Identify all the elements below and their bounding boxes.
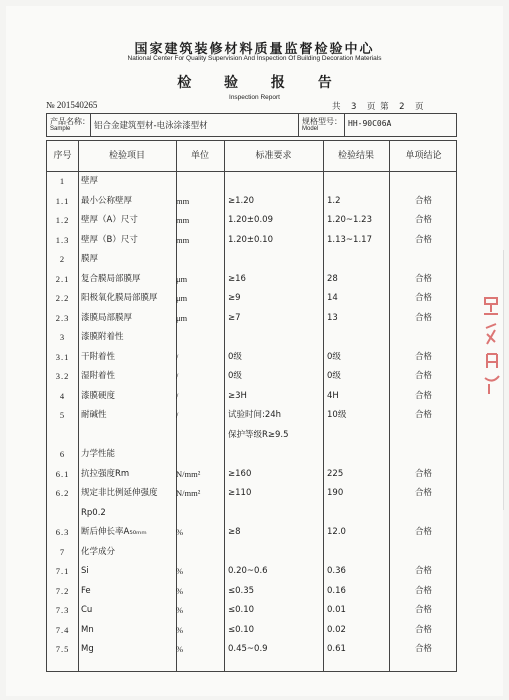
row-item: 规定非比例延伸强度 (81, 488, 158, 498)
col-header-no: 序号 (53, 151, 72, 161)
row-unit: mm (176, 234, 190, 245)
row-result (327, 328, 389, 348)
row-number: 7.2 (55, 585, 70, 596)
row-result: 225 (327, 468, 344, 479)
row-unit (176, 328, 224, 348)
org-name-en: National Center For Quality Supervision And Inspection Of Building Decoration Materials (127, 55, 382, 62)
row-number: 4 (59, 390, 66, 401)
row-conclusion (389, 172, 458, 192)
row-unit: % (176, 527, 184, 537)
row-unit: N/mm² (176, 488, 201, 498)
row-result: 190 (327, 488, 344, 498)
row-standard: 保护等级R≥9.5 (228, 429, 289, 440)
row-conclusion: 合格 (414, 527, 432, 537)
row-item: 漆膜附着性 (81, 332, 124, 342)
row-conclusion: 合格 (414, 410, 432, 420)
row-standard: ≥7 (228, 312, 241, 323)
row-number: 2.2 (55, 293, 70, 303)
row-standard (228, 504, 323, 524)
table-row (47, 289, 456, 309)
table-row (47, 348, 456, 368)
row-item: 壁厚 (81, 176, 99, 186)
row-conclusion: 合格 (414, 585, 432, 596)
row-conclusion: 合格 (414, 566, 432, 576)
row-item: 断后伸长率A₅₀ₘₘ (81, 527, 147, 537)
row-standard (228, 172, 323, 192)
row-number: 1.1 (55, 195, 70, 206)
row-standard: ≥110 (228, 488, 252, 498)
row-conclusion: 合格 (414, 371, 432, 381)
table-row (47, 621, 456, 641)
row-number: 1.3 (55, 234, 70, 245)
table-row (47, 367, 456, 387)
row-standard: 0级 (228, 351, 242, 362)
row-item: Cu (81, 605, 93, 615)
row-standard: ≥9 (228, 293, 241, 303)
table-row (47, 211, 456, 231)
row-result: 14 (327, 293, 338, 303)
row-standard: ≥160 (228, 468, 252, 479)
row-number: 3 (59, 332, 66, 342)
report-number: № 201540265 (46, 100, 98, 110)
row-number: 6.3 (55, 527, 70, 537)
row-item: 阳极氧化膜局部膜厚 (81, 293, 158, 303)
row-conclusion (389, 426, 458, 446)
row-standard: ≤0.35 (228, 585, 255, 596)
row-conclusion: 合格 (414, 273, 432, 284)
sample-value-cell (91, 114, 299, 136)
row-result (327, 445, 389, 465)
table-row (47, 562, 456, 582)
row-number: 7.5 (55, 644, 70, 654)
row-result (327, 543, 389, 563)
table-row (47, 640, 456, 660)
row-conclusion: 合格 (414, 390, 432, 401)
row-item: 复合膜局部膜厚 (81, 273, 141, 284)
page-edge (500, 250, 504, 510)
row-number: 7 (59, 546, 66, 557)
row-number (47, 426, 78, 446)
row-number: 2.1 (55, 273, 70, 284)
row-number: 3.2 (55, 371, 70, 381)
row-number: 1 (59, 176, 66, 186)
row-unit: μm (176, 293, 188, 303)
row-result (327, 172, 389, 192)
row-standard: 1.20±0.10 (228, 234, 273, 245)
table-row (47, 192, 456, 212)
row-standard: 试验时间:24h (228, 410, 282, 420)
model-label-en: Model (302, 126, 319, 132)
row-item: 壁厚（A）尺寸 (81, 215, 138, 225)
row-number: 3.1 (55, 351, 70, 362)
row-standard: 1.20±0.09 (228, 215, 273, 225)
sample-label-cn: 产品名称： (50, 117, 90, 126)
row-number: 6.1 (55, 468, 70, 479)
table-row (47, 523, 456, 543)
row-unit (176, 543, 224, 563)
col-header-conclusion: 单项结论 (405, 151, 442, 161)
row-conclusion (389, 504, 458, 524)
row-item: 膜厚 (81, 254, 99, 264)
row-unit (176, 250, 224, 270)
table-row (47, 387, 456, 407)
row-conclusion: 合格 (414, 468, 432, 479)
row-standard (228, 445, 323, 465)
row-number: 6 (59, 449, 66, 459)
page-suffix: 页 (415, 102, 425, 112)
row-item: Fe (81, 585, 91, 596)
col-header-result: 检验结果 (337, 151, 374, 161)
row-item: Rp0.2 (81, 507, 106, 518)
table-row (47, 582, 456, 602)
row-result: 4H (327, 390, 339, 401)
table-row (47, 406, 456, 426)
row-standard (228, 543, 323, 563)
sample-label-cell (47, 114, 91, 136)
row-standard (228, 328, 323, 348)
row-conclusion: 合格 (414, 624, 432, 635)
row-conclusion (389, 328, 458, 348)
col-header-item: 检验项目 (108, 151, 145, 161)
table-row (47, 328, 456, 348)
row-conclusion: 合格 (414, 351, 432, 362)
row-result: 10级 (327, 410, 347, 420)
row-unit: mm (176, 215, 190, 225)
row-unit (176, 172, 224, 192)
row-result (327, 250, 389, 270)
row-item: 最小公称壁厚 (81, 195, 133, 206)
row-result: 0.61 (327, 644, 346, 654)
row-conclusion: 合格 (414, 234, 432, 245)
row-standard: 0.45~0.9 (228, 644, 268, 654)
table-row (47, 426, 456, 446)
row-unit: N/mm² (176, 468, 201, 479)
row-number: 6.2 (55, 488, 70, 498)
row-result: 1.2 (327, 195, 341, 206)
row-number: 2.3 (55, 312, 70, 323)
row-result: 1.13~1.17 (327, 234, 372, 245)
row-result: 0级 (327, 351, 341, 362)
row-conclusion: 合格 (414, 312, 432, 323)
inspection-table (46, 140, 457, 672)
row-unit: % (176, 624, 184, 635)
row-item: Si (81, 566, 89, 576)
row-conclusion: 合格 (414, 488, 432, 498)
row-conclusion (389, 250, 458, 270)
row-conclusion (389, 445, 458, 465)
row-number: 7.3 (55, 605, 70, 615)
row-result: 13 (327, 312, 338, 323)
table-row (47, 445, 456, 465)
table-row (47, 172, 456, 192)
model-value: HH-90C06A (348, 119, 392, 128)
row-unit (176, 426, 224, 446)
row-result: 0.36 (327, 566, 346, 576)
table-row (47, 484, 456, 504)
sample-name: 铝合金建筑型材-电泳涂漆型材 (94, 121, 208, 131)
row-unit: / (176, 371, 179, 381)
row-standard (228, 250, 323, 270)
row-conclusion: 合格 (414, 605, 432, 615)
row-standard: ≤0.10 (228, 605, 255, 615)
report-title-cn: 检 验 报 告 (177, 75, 346, 91)
row-item: 壁厚（B）尺寸 (81, 234, 138, 245)
row-unit (176, 504, 224, 524)
page-info (332, 100, 425, 112)
row-item: 抗拉强度Rm (81, 468, 130, 479)
model-value-cell (345, 114, 456, 136)
model-label-cn: 规格型号： (302, 117, 342, 126)
row-number: 7.1 (55, 566, 70, 576)
row-item: Mg (81, 644, 94, 654)
col-header-unit: 单位 (190, 151, 209, 161)
row-number: 5 (59, 410, 66, 420)
table-row (47, 309, 456, 329)
row-unit: % (176, 585, 184, 596)
table-row (47, 231, 456, 251)
row-result (327, 426, 389, 446)
row-result (327, 504, 389, 524)
table-row (47, 601, 456, 621)
table-row (47, 270, 456, 290)
row-result: 0级 (327, 371, 341, 381)
col-header-standard: 标准要求 (255, 151, 292, 161)
row-item: 干附着性 (81, 351, 116, 362)
row-item: Mn (81, 624, 94, 635)
page-current: 2 (399, 102, 406, 112)
row-conclusion: 合格 (414, 215, 432, 225)
row-result: 0.01 (327, 605, 346, 615)
row-result: 0.16 (327, 585, 346, 596)
row-conclusion (389, 543, 458, 563)
sample-label-en: Sample (50, 126, 71, 132)
page-mid-label: 页 第 (366, 102, 390, 112)
page-total-prefix: 共 (332, 102, 342, 112)
page-total: 3 (351, 102, 358, 112)
row-unit: / (176, 390, 179, 401)
row-unit: / (176, 410, 179, 420)
row-result: 12.0 (327, 527, 346, 537)
row-result: 1.20~1.23 (327, 215, 372, 225)
row-item (81, 426, 176, 446)
row-unit: mm (176, 195, 190, 206)
row-standard: ≥1.20 (228, 195, 255, 206)
sample-info-table (46, 113, 457, 137)
table-row (47, 504, 456, 524)
table-row (47, 465, 456, 485)
row-standard: 0级 (228, 371, 242, 381)
row-standard: ≤0.10 (228, 624, 255, 635)
row-number: 2 (59, 254, 66, 264)
row-unit: % (176, 644, 184, 654)
row-conclusion: 合格 (414, 195, 432, 206)
table-row (47, 250, 456, 270)
row-unit: % (176, 605, 184, 615)
row-item: 化学成分 (81, 546, 116, 557)
org-name-cn: 国家建筑装修材料质量监督检验中心 (134, 42, 375, 57)
row-result: 0.02 (327, 624, 346, 635)
row-number: 7.4 (55, 624, 70, 635)
table-row (47, 543, 456, 563)
row-standard: 0.20~0.6 (228, 566, 268, 576)
row-unit: μm (176, 312, 188, 323)
report-title-en: Inspection Report (229, 94, 280, 101)
row-number (47, 504, 78, 524)
row-conclusion: 合格 (414, 293, 432, 303)
row-conclusion: 合格 (414, 644, 432, 654)
row-unit: % (176, 566, 184, 576)
row-standard: ≥3H (228, 390, 247, 401)
row-standard: ≥16 (228, 273, 246, 284)
row-standard: ≥8 (228, 527, 241, 537)
row-result: 28 (327, 273, 338, 284)
model-label-cell (299, 114, 345, 136)
row-item: 力学性能 (81, 449, 116, 459)
row-item: 湿附着性 (81, 371, 116, 381)
row-unit: / (176, 351, 179, 362)
row-unit: μm (176, 273, 188, 284)
row-item: 耐碱性 (81, 410, 107, 420)
row-number: 1.2 (55, 215, 70, 225)
row-item: 漆膜局部膜厚 (81, 312, 133, 323)
row-item: 漆膜硬度 (81, 390, 116, 401)
row-unit (176, 445, 224, 465)
